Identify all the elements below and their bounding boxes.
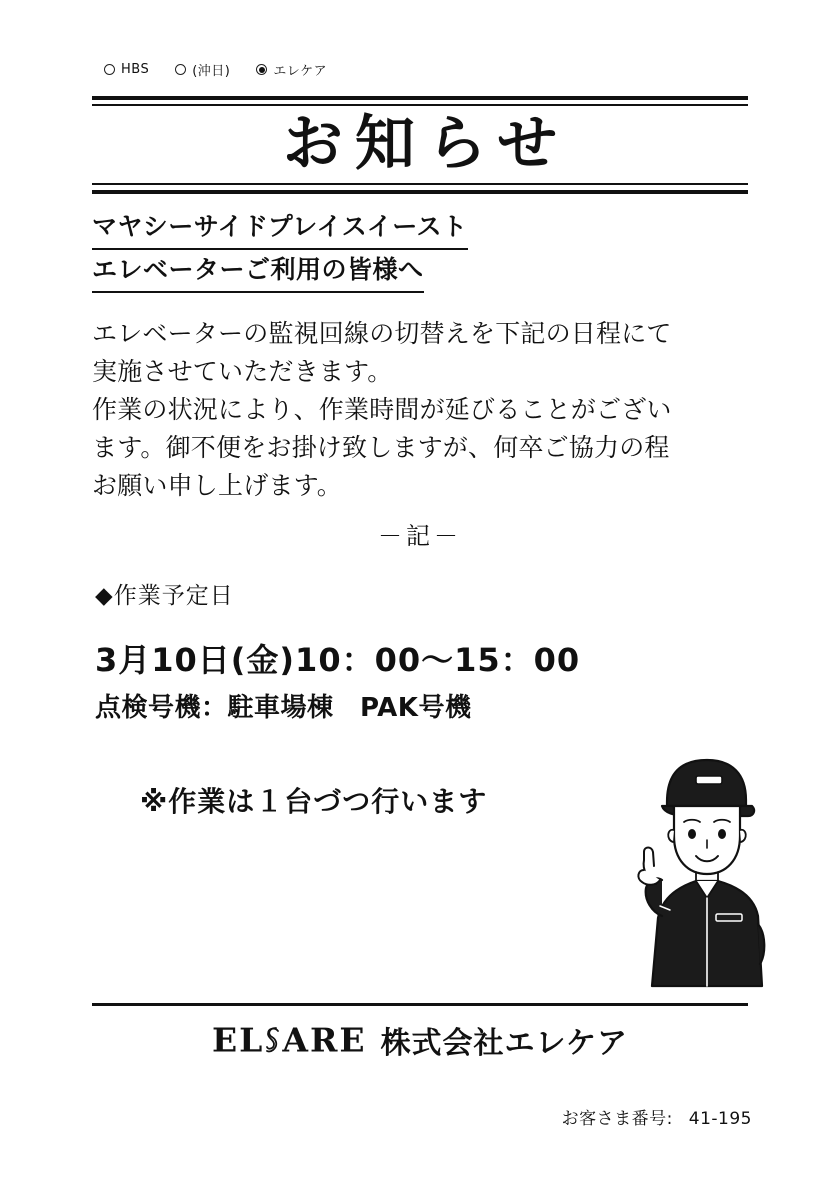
logo-text-left: EL (212, 1020, 265, 1060)
body-line: 実施させていただきます。 (92, 357, 393, 386)
customer-number-value: 41-195 (688, 1109, 752, 1129)
page-title: お知らせ (282, 108, 570, 179)
customer-number-block (562, 1104, 752, 1129)
company-radio-group[interactable] (104, 60, 327, 79)
radio-circle-icon[interactable] (104, 64, 115, 75)
worker-mascot-illustration (612, 748, 812, 998)
radio-option-okinichi[interactable] (175, 60, 230, 79)
customer-number-label: お客さま番号: (561, 1109, 673, 1129)
radio-label-elecare: エレケア (273, 64, 328, 79)
body-paragraph (92, 315, 764, 505)
logo-text-right: ARE (282, 1020, 367, 1060)
title-rule-top-thick (92, 96, 748, 100)
ki-marker: －記－ (378, 522, 462, 550)
logo-c-mark-icon (265, 1025, 281, 1055)
radio-label-okinichi: (沖日) (192, 64, 231, 79)
section-heading-work-date: ◆作業予定日 (95, 583, 234, 609)
radio-circle-selected-icon[interactable] (256, 64, 267, 75)
schedule-date: 3月10日(金)10：00〜15：00 (95, 641, 581, 679)
radio-option-hbs[interactable] (104, 62, 149, 77)
work-note: ※作業は１台づつ行います (140, 785, 488, 818)
title-rule-bottom-thin (92, 183, 748, 185)
radio-option-elecare[interactable] (256, 60, 327, 79)
company-logo (0, 1018, 840, 1062)
footer-divider (92, 1003, 748, 1006)
subtitle-line-2: エレベーターご利用の皆様へ (92, 250, 424, 293)
body-line: ます。御不便をお掛け致しますが、何卒ご協力の程 (92, 433, 670, 462)
subtitle-block (92, 207, 752, 293)
title-rule-bottom-thick (92, 190, 748, 194)
body-line: エレベーターの監視回線の切替えを下記の日程にて (92, 319, 672, 348)
radio-circle-icon[interactable] (175, 64, 186, 75)
body-line: お願い申し上げます。 (92, 471, 343, 500)
radio-label-hbs: HBS (121, 62, 150, 77)
subtitle-line-1: マヤシーサイドプレイスイースト (92, 207, 468, 250)
body-line: 作業の状況により、作業時間が延びることがござい (92, 395, 672, 424)
schedule-unit: 点検号機：駐車場棟 PAK号機 (95, 693, 472, 723)
logo-company-name: 株式会社エレケア (380, 1026, 628, 1061)
